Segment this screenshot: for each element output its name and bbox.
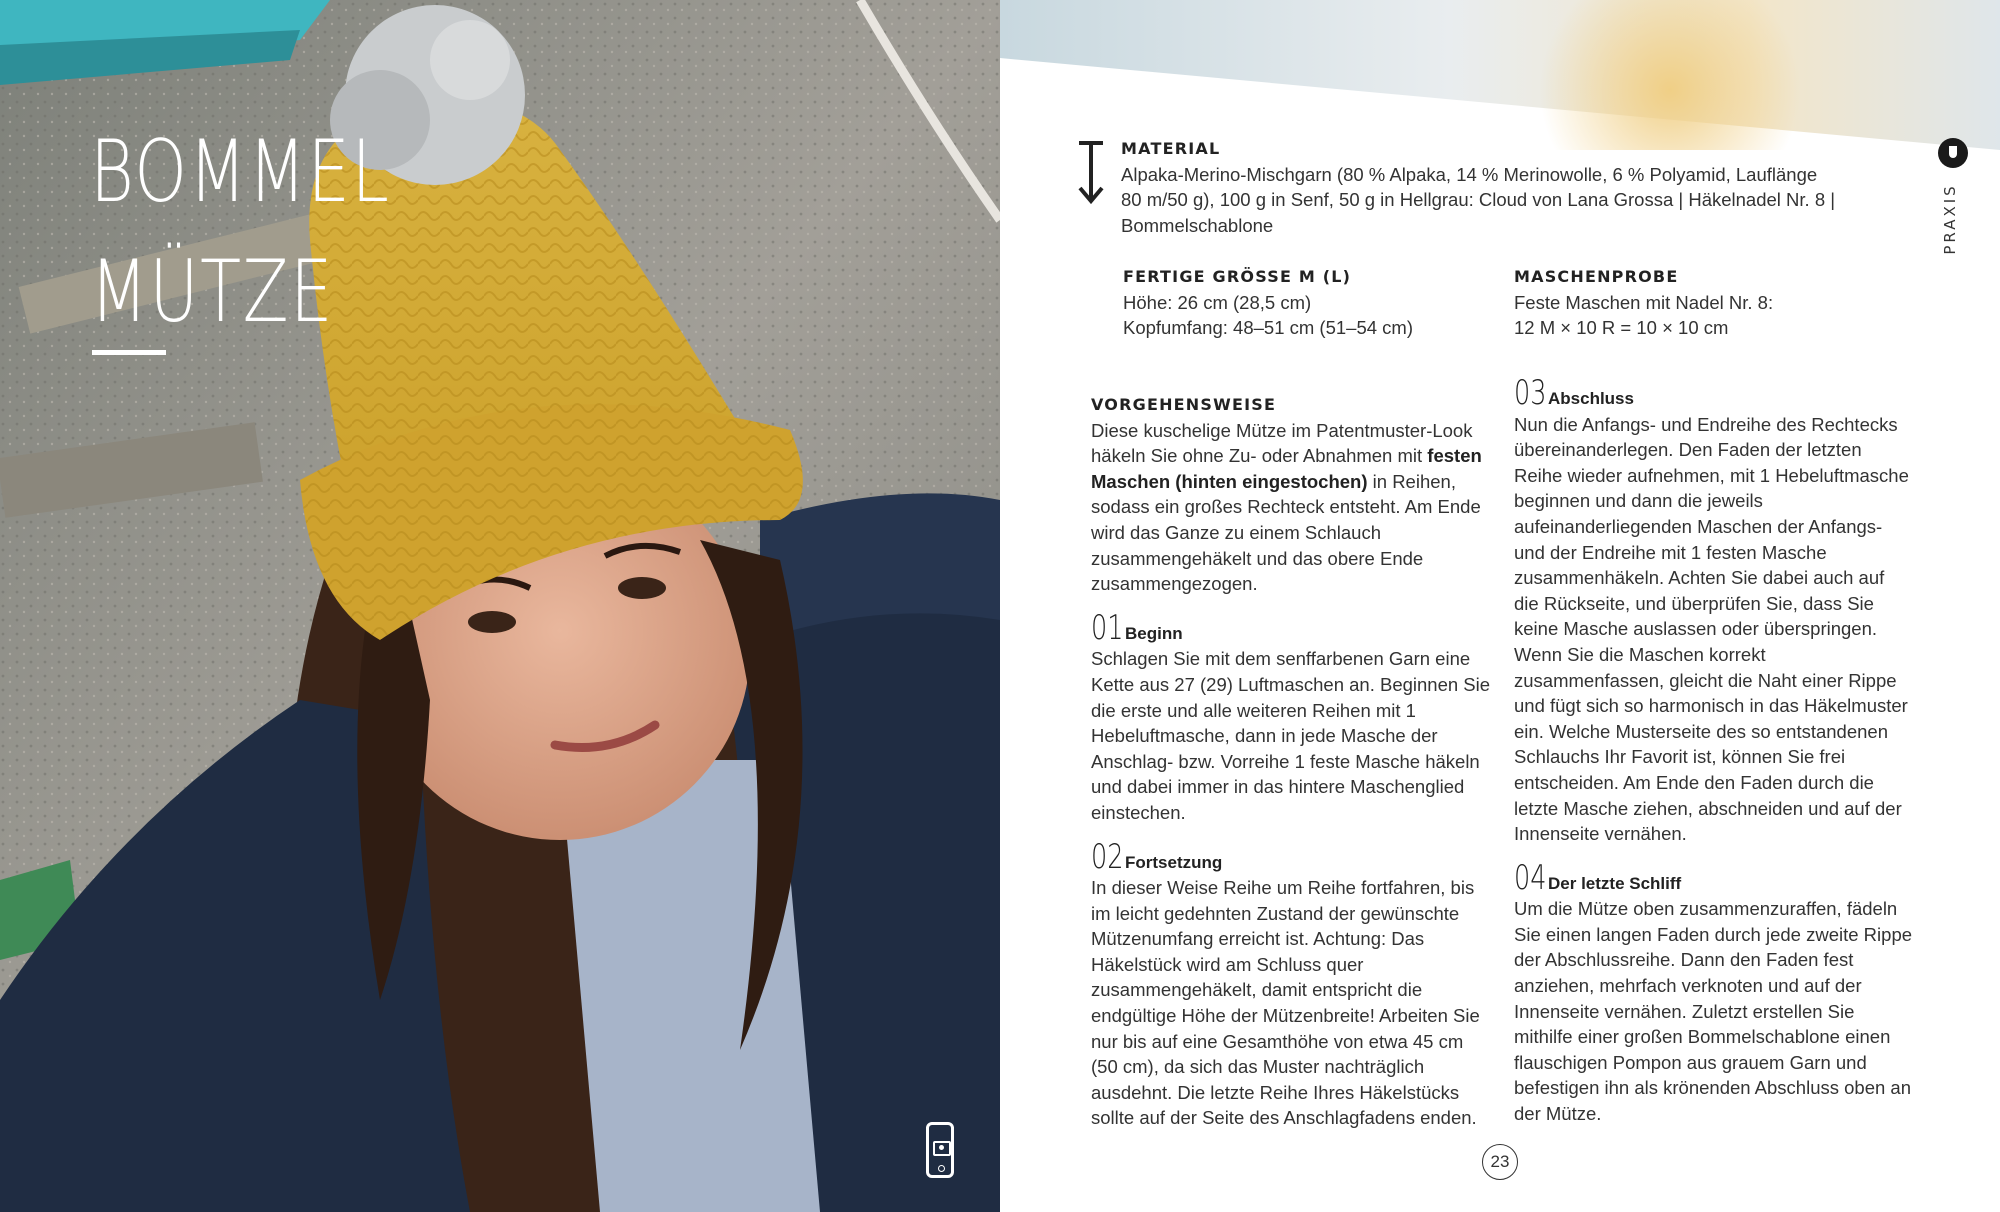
down-arrow-icon bbox=[1076, 140, 1106, 206]
gauge-line-2: 12 M × 10 R = 10 × 10 cm bbox=[1514, 317, 1729, 339]
size-circumference: Kopfumfang: 48–51 cm (51–54 cm) bbox=[1123, 317, 1413, 339]
phone-camera-icon bbox=[926, 1122, 954, 1178]
step-title: Abschluss bbox=[1548, 389, 1634, 408]
section-label: PRAXIS bbox=[1941, 183, 1959, 255]
step-title: Fortsetzung bbox=[1125, 852, 1223, 872]
size-heading: FERTIGE GRÖSSE M (L) bbox=[1123, 267, 1352, 286]
step-number: 02 bbox=[1091, 836, 1124, 877]
step-03-text: Nun die Anfangs- und Endreihe des Rechtecks übereinanderlegen. Den Faden der letzten Reihe wieder aufnehmen, mit 1 Hebeluftmasche beginnen und dann die jeweils aufeinanderliegenden Maschen der Anfangs- und der Endreihe mit 1 festen Masche zusammenhäkeln. Achten Sie dabei auch auf die Rückseite, und überprüfen Sie, dass Sie keine Masche auslassen oder überspringen. Wenn Sie die Maschen korrekt zusammenfassen, gleicht die Naht einer Rippe und fügt sich so harmonisch in das Häkelmuster ein. Welche Musterseite des so entstandenen Schlauchs Ihr Favorit ist, können Sie frei entscheiden. Am Ende den Faden durch die letzte Masche ziehen, abschneiden und auf der Innenseite vernähen. bbox=[1514, 413, 1909, 845]
gauge-heading: MASCHENPROBE bbox=[1514, 267, 1679, 286]
title-line-2: MÜTZE bbox=[90, 242, 335, 342]
procedure-text-part-1: Diese kuschelige Mütze im Patentmuster-Look häkeln Sie ohne Zu- oder Abnahmen mit bbox=[1091, 419, 1473, 467]
title-line-1: BOMMEL bbox=[90, 122, 391, 222]
step-number: 04 bbox=[1514, 857, 1547, 898]
camera-glyph bbox=[933, 1141, 951, 1156]
section-badge-icon bbox=[1938, 138, 1968, 168]
instructions-column-left bbox=[1091, 392, 1491, 1131]
step-02-text: In dieser Weise Reihe um Reihe fortfahren, bis im leicht gedehnten Zustand der gewünschte Mützenumfang erreicht ist. Achtung: Das Häkelstück wird am Schluss quer zusammengehäkelt, damit entspricht die endgültige Höhe der Mützenbreite! Arbeiten Sie nur bis auf eine Gesamthöhe von etwa 45 cm (50 cm), da sich das Muster nachträglich ausdehnt. Die letzte Reihe Ihres Häkelstücks sollte auf der Seite des Anschlagfadens enden. bbox=[1091, 877, 1480, 1129]
page-title bbox=[90, 112, 390, 352]
step-04-text: Um die Mütze oben zusammenzuraffen, fädeln Sie einen langen Faden durch jede zweite Rippe der Abschlussreihe. Dann den Faden fest anziehen, mehrfach verknoten und auf der Innenseite vernähen. Zuletzt erstellen Sie mithilfe einer großen Bommelschablone einen flauschigen Pompon aus grauem Garn und befestigen ihn als krönenden Abschluss oben an der Mütze. bbox=[1514, 898, 1913, 1125]
step-04-heading bbox=[1514, 857, 1914, 898]
header-photo-strip bbox=[1000, 0, 2000, 150]
material-line-3: Bommelschablone bbox=[1121, 214, 1274, 236]
step-01-text: Schlagen Sie mit dem senffarbenen Garn eine Kette aus 27 (29) Luftmaschen an. Beginnen Sie die erste und alle weiteren Reihen mit 1 Hebeluftmasche, dann in jede Masche der Anschlag- bzw. Vorreihe 1 feste Masche häkeln und dabei immer in das hintere Maschenglied einstechen. bbox=[1091, 648, 1491, 823]
size-height: Höhe: 26 cm (28,5 cm) bbox=[1123, 291, 1312, 313]
instructions-column-right bbox=[1514, 373, 1914, 1127]
step-02-heading bbox=[1091, 836, 1491, 877]
step-03-heading bbox=[1514, 373, 1914, 413]
title-underline bbox=[92, 350, 166, 355]
procedure-text-bold: festen Maschen (hinten eingestochen) bbox=[1091, 445, 1482, 492]
size-section bbox=[1123, 264, 1503, 341]
gauge-section bbox=[1514, 264, 1894, 341]
step-title: Der letzte Schliff bbox=[1548, 873, 1682, 893]
step-title: Beginn bbox=[1125, 623, 1183, 643]
procedure-heading: VORGEHENSWEISE bbox=[1091, 395, 1277, 414]
procedure-text-part-2: in Reihen, sodass ein großes Rechteck entsteht. Am Ende wird das Ganze zu einem Schlauch zusammengehäkelt und das obere Ende zusammengezogen. bbox=[1091, 470, 1481, 595]
gauge-line-1: Feste Maschen mit Nadel Nr. 8: bbox=[1514, 291, 1774, 313]
material-heading: MATERIAL bbox=[1121, 139, 1221, 158]
step-number: 01 bbox=[1091, 607, 1124, 648]
page-number: 23 bbox=[1482, 1144, 1518, 1180]
material-line-1: Alpaka-Merino-Mischgarn (80 % Alpaka, 14 % Merinowolle, 6 % Polyamid, Lauflänge bbox=[1121, 163, 1818, 185]
phone-home-button bbox=[938, 1165, 945, 1172]
material-section bbox=[1121, 136, 1901, 238]
step-number: 03 bbox=[1514, 373, 1547, 413]
procedure-text bbox=[1091, 418, 1491, 597]
material-line-2: 80 m/50 g), 100 g in Senf, 50 g in Hellgrau: Cloud von Lana Grossa | Häkelnadel Nr. 8 | bbox=[1121, 189, 1836, 211]
step-01-heading bbox=[1091, 607, 1491, 648]
